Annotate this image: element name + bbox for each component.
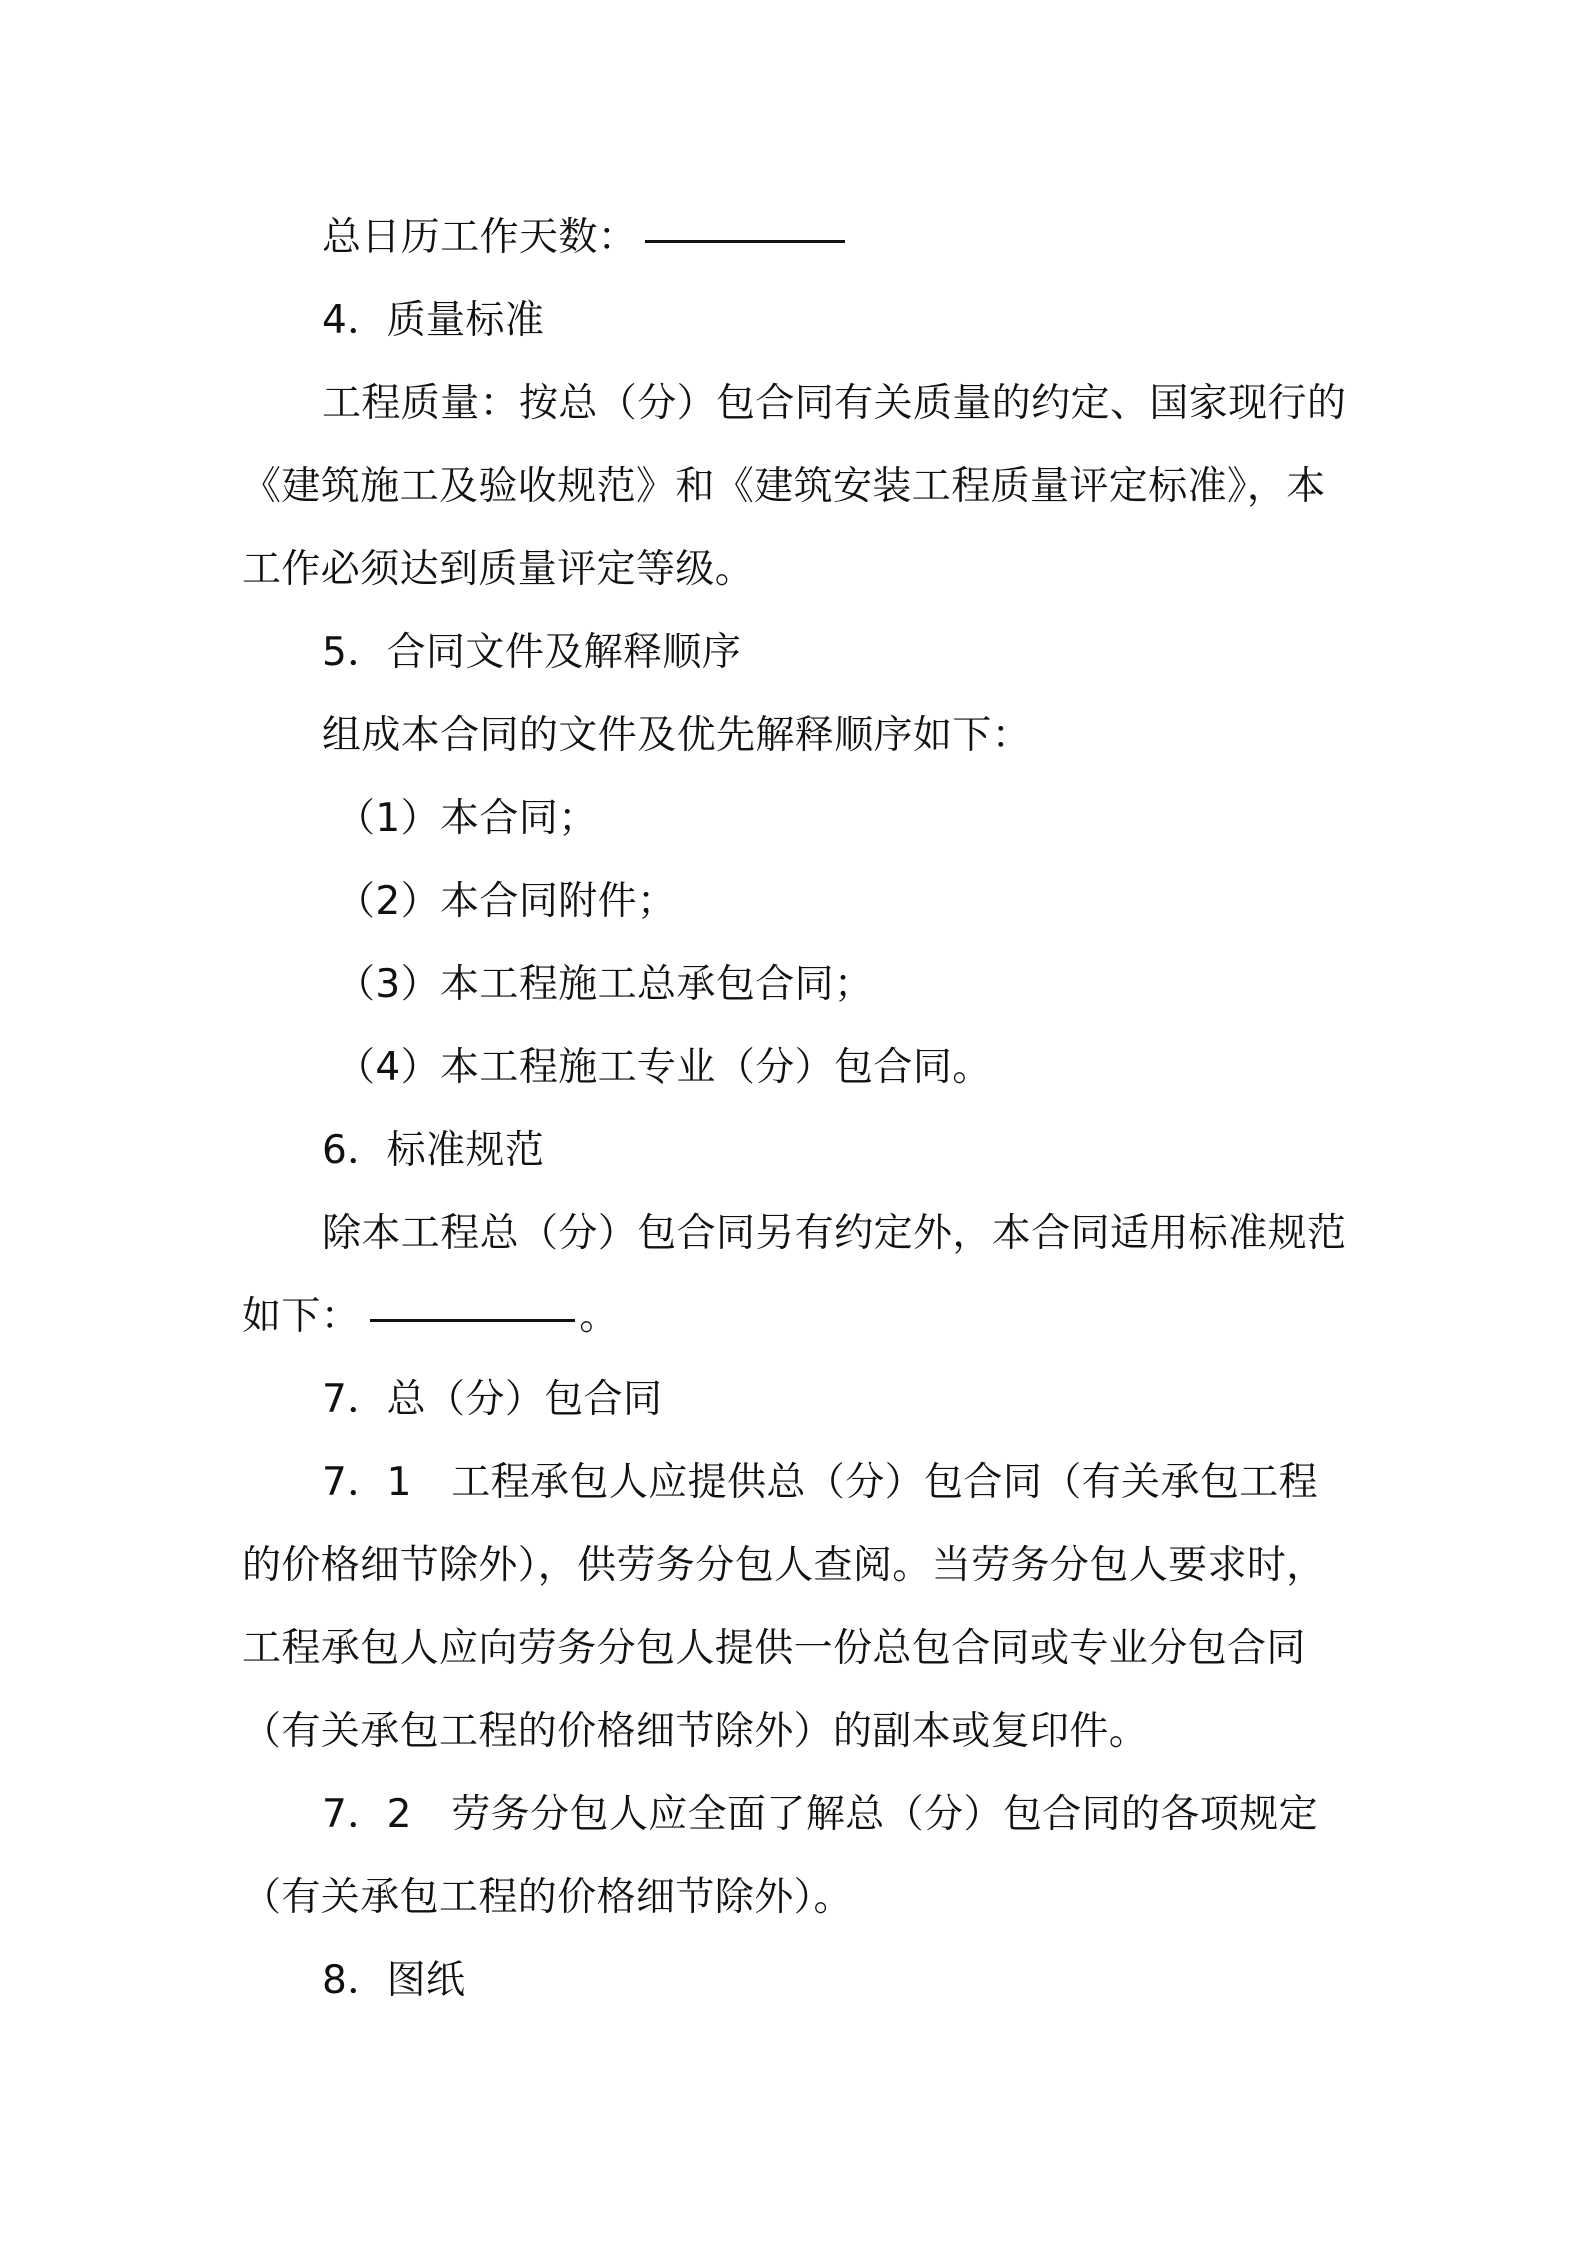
section-heading-quality-standard: 4．质量标准 (322, 298, 545, 343)
paragraph-total-work-days (242, 196, 1350, 279)
section-heading-standards: 6．标准规范 (322, 1128, 545, 1173)
document-body (242, 196, 1350, 2022)
paragraph-suffix: 。 (579, 1294, 619, 1339)
list-item-4: （4）本工程施工专业（分）包合同。 (336, 1045, 992, 1090)
list-item-3: （3）本工程施工总承包合同； (336, 962, 874, 1007)
section-heading-contract-documents: 5．合同文件及解释顺序 (322, 630, 742, 675)
paragraph-quality: 工程质量：按总（分）包合同有关质量的约定、国家现行的《建筑施工及验收规范》和《建筑安装工程质量评定标准》，本工作必须达到质量评定等级。 (242, 381, 1347, 592)
blank-line (370, 1318, 575, 1322)
paragraph-7-2: 7．2 劳务分包人应全面了解总（分）包合同的各项规定（有关承包工程的价格细节除外）。 (242, 1792, 1319, 1920)
paragraph-contract-documents: 组成本合同的文件及优先解释顺序如下： (322, 713, 1032, 758)
paragraph-standards (242, 1192, 1350, 1358)
section-heading-subcontract: 7．总（分）包合同 (322, 1377, 663, 1422)
blank-line (645, 239, 845, 243)
list-item-2: （2）本合同附件； (336, 879, 677, 924)
list-item-1: （1）本合同； (336, 796, 598, 841)
paragraph-text: 总日历工作天数： (322, 215, 638, 260)
paragraph-7-1: 7．1 工程承包人应提供总（分）包合同（有关承包工程的价格细节除外），供劳务分包人查阅。当劳务分包人要求时，工程承包人应向劳务分包人提供一份总包合同或专业分包合同（有关承包工程的价格细节除外）的副本或复印件。 (242, 1460, 1326, 1754)
paragraph-text: 除本工程总（分）包合同另有约定外，本合同适用标准规范如下： (242, 1211, 1347, 1339)
section-heading-drawings: 8．图纸 (322, 1958, 466, 2003)
